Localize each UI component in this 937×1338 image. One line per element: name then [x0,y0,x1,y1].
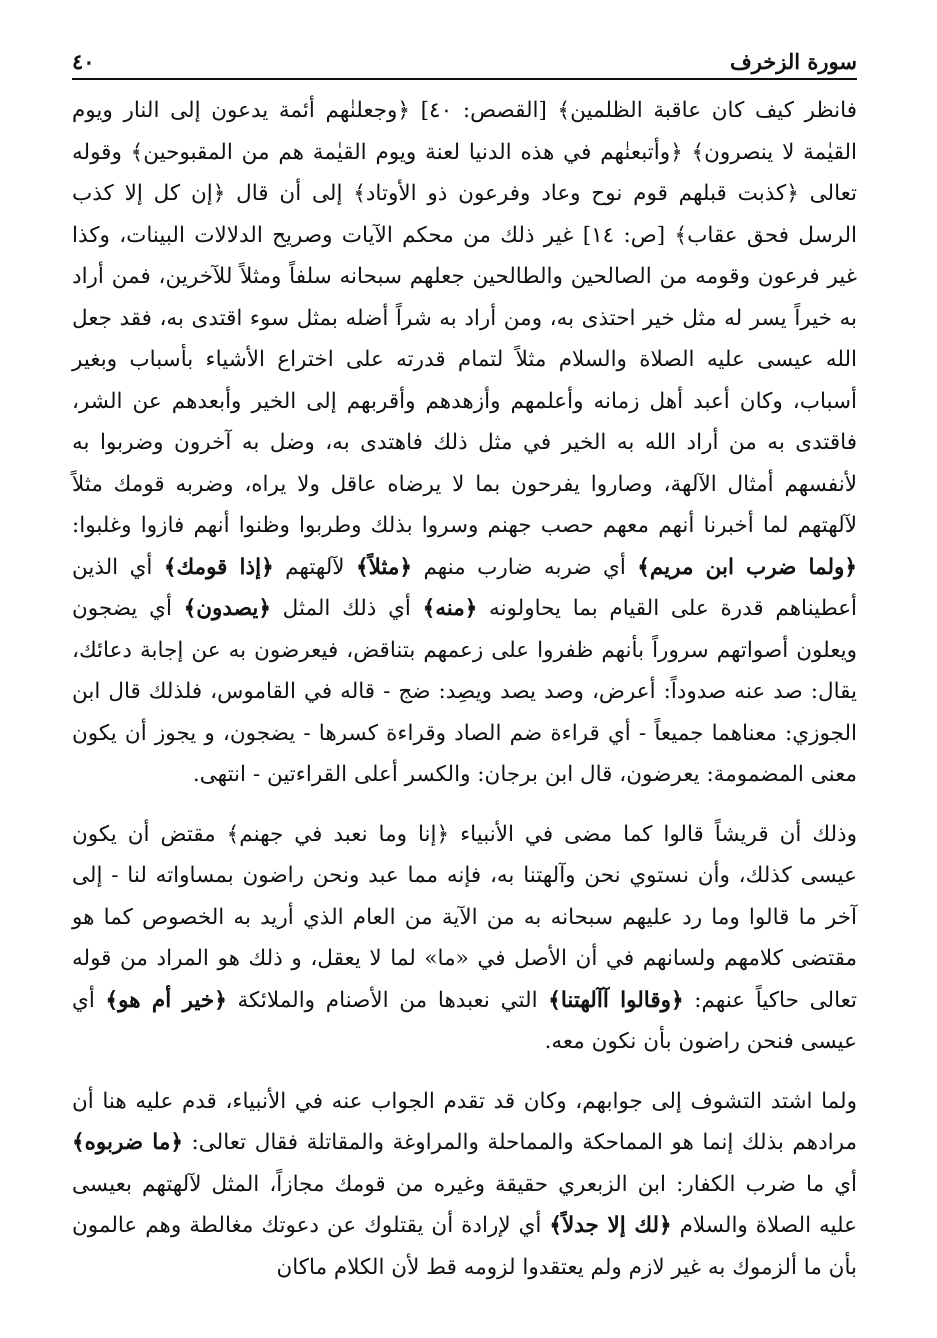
quran-quote: ﴿لك إلا جدلاً﴾ [549,1213,672,1238]
paragraph-text: فانظر كيف كان عاقبة الظلمين﴾ [القصص: ٤٠] ﴿وجعلنٰهم أئمة يدعون إلى النار ويوم القيٰمة لا ينصرون﴾ ﴿وأتبعنٰهم في هذه الدنيا لعنة ويوم القيٰمة هم من المقبوحين﴾ وقوله تعالى ﴿كذبت قبلهم قوم نوح وعاد وفرعون ذو الأوتاد﴾ إلى أن قال ﴿إن كل إلا كذب الرسل فحق عقاب﴾ [ص: ١٤] غير ذلك من محكم الآيات وصريح الدلالات البينات، وكذا غير فرعون وقومه من الصالحين والطالحين جعلهم سبحانه سلفاً ومثلاً للآخرين، فمن أراد به خيراً يسر له مثل خير احتذى به، ومن أراد به شراً أضله بمثل سوء اقتدى به، فقد جعل الله عيسى عليه الصلاة والسلام مثلاً لتمام قدرته على اختراع الأشياء بأسباب وبغير أسباب، وكان أعبد أهل زمانه وأعلمهم وأزهدهم وأقربهم إلى الخير وأبعدهم عن الشر، فاقتدى به من أراد الله به الخير في مثل ذلك فاهتدى به، وضل به آخرون وضربوا به لأنفسهم أمثال الآلهة، وصاروا يفرحون بما لا يرضاه عاقل ولا يراه، وضربه قومك مثلاً لآلهتهم لما أخبرنا أنهم معهم حصب جهنم وسروا بذلك وطربوا وظنوا أنهم فازوا وغلبوا: [72,98,857,538]
quran-quote: ﴿وقالوا آآلهتنا﴾ [548,987,684,1013]
paragraph-text: وذلك أن قريشاً قالوا كما مضى في الأنبياء ﴿إنا وما نعبد في جهنم﴾ مقتض أن يكون عيسى كذلك، وأن نستوي نحن وآلهتنا به، فإنه مما عبد ونحن راضون بمساواته لنا - إلى آخر ما قالوا وما رد عليهم سبحانه به من الآية من العام الذي أريد به الخصوص كما هو مقتضى كلامهم ولسانهم في أن الأصل في «ما» لما لا يعقل، و ذلك هو المراد من قوله تعالى حاكياً عنهم: [72,821,857,1013]
paragraph-text: أي عيسى فنحن راضون بأن نكون معه. [72,987,857,1054]
quran-quote: ﴿ولما ضرب ابن مريم﴾ [637,554,857,580]
paragraph-2 [72,814,857,1063]
page-number: ٤٠ [72,49,95,74]
paragraph-text: أي ذلك المثل [270,596,423,621]
quran-quote: ﴿ما ضربوه﴾ [72,1130,183,1155]
quran-quote: ﴿منه﴾ [422,596,478,621]
quran-quote: ﴿إذا قومك﴾ [163,554,274,580]
paragraph-text: أي الذين أعطيناهم قدرة على القيام بما يحاولونه [72,554,858,621]
paragraph-text: أي ما ضرب الكفار: ابن الزبعري حقيقة وغيره من قومك مجازاً، المثل لآلهتهم بعيسى عليه الصلاة والسلام [72,1171,857,1238]
quran-quote: ﴿يصدون﴾ [183,596,271,621]
paragraph-text: أي يضجون ويعلون أصواتهم سروراً بأنهم ظفروا على زعمهم بتناقض، فيعرضون به عن إجابة دعائك، يقال: صد عنه صدوداً: أعرض، وصد يصد ويصِد: ضج - قاله في القاموس، فلذلك قال ابن الجوزي: معناهما جميعاً - أي قراءة ضم الصاد وقراءة كسرها - يضجون، و يجوز أن يكون معنى المضمومة: يعرضون، قال ابن برجان: والكسر أعلى القراءتين - انتهى. [72,596,857,787]
paragraph-text: أي ضربه ضارب منهم [412,554,638,580]
paragraph-3 [72,1081,857,1289]
paragraph-text: لآلهتهم [273,554,356,580]
paragraph-1 [72,90,857,796]
surah-title: سورة الزخرف [729,49,857,74]
paragraph-text: أي لإرادة أن يقتلوك عن دعوتك مغالطة وهم عالمون بأن ما ألزموك به غير لازم ولم يعتقدوا لزومه قط لأن الكلام ماكان [72,1213,857,1280]
quran-quote: ﴿مثلاً﴾ [355,554,413,580]
page-body [72,90,857,1288]
paragraph-text: ولما اشتد التشوف إلى جوابهم، وكان قد تقدم الجواب عنه في الأنبياء، قدم عليه هنا أن مرادهم بذلك إنما هو المماحكة والمماحلة والمراوغة والمقاتلة فقال تعالى: [72,1088,857,1155]
paragraph-text: التي نعبدها من الأصنام والملائكة [226,987,549,1013]
page-header [72,38,857,80]
quran-quote: ﴿خير أم هو﴾ [105,987,227,1013]
